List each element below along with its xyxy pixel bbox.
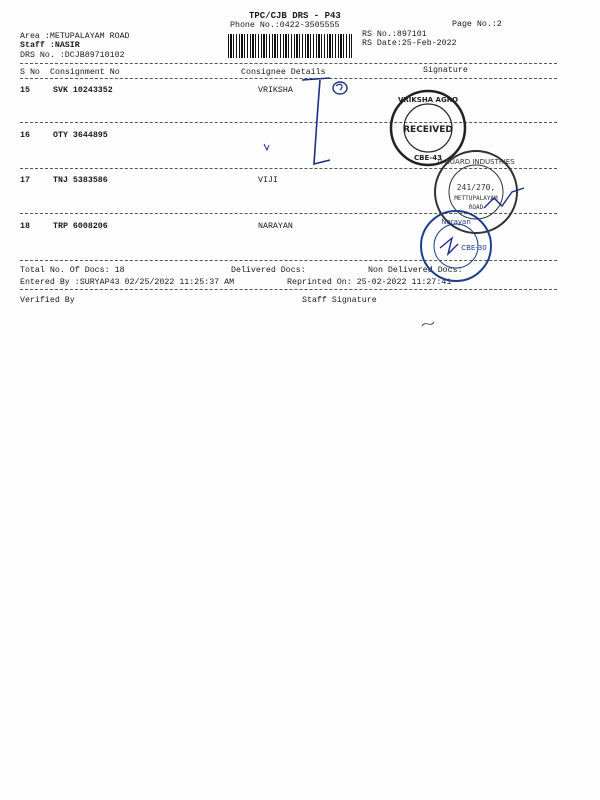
row-consignment: TNJ 5383586 [53, 176, 108, 185]
phone-number: Phone No.:0422-3505555 [230, 21, 340, 30]
non-delivered-docs: Non Delivered Docs: [368, 266, 463, 275]
col-header-consignee: Consignee Details [241, 68, 326, 77]
svg-text:Narayan: Narayan [441, 218, 471, 226]
row-sno: 17 [20, 176, 30, 185]
row-consignee: VRIKSHA [258, 86, 293, 95]
rs-number: RS No.:897101 [362, 30, 427, 39]
reprinted-on: Reprinted On: 25-02-2022 11:27:41 [287, 278, 452, 287]
header-rule [20, 63, 557, 64]
svg-text:RECEIVED: RECEIVED [403, 125, 453, 135]
svg-text:CBE-30: CBE-30 [461, 244, 487, 252]
delivered-docs: Delivered Docs: [231, 266, 306, 275]
handwritten-signature [290, 74, 370, 174]
row-sno: 16 [20, 131, 30, 140]
row-consignee: NARAYAN [258, 222, 293, 231]
rs-date: RS Date:25-Feb-2022 [362, 39, 457, 48]
svg-text:ROAD: ROAD [468, 204, 484, 211]
svg-text:CBE-43: CBE-43 [414, 154, 442, 162]
row-sno: 18 [20, 222, 30, 231]
staff-signature-label: Staff Signature [302, 296, 377, 305]
svg-text:241/270,: 241/270, [456, 183, 496, 192]
col-header-sno: S No [20, 68, 40, 77]
drs-number: DRS No. :DCJB89710102 [20, 51, 125, 60]
row-consignment: SVK 10243352 [53, 86, 113, 95]
pen-mark [420, 318, 440, 330]
verified-by-label: Verified By [20, 296, 75, 305]
svg-text:METTUPALAYAM: METTUPALAYAM [454, 195, 498, 202]
row-consignment: OTY 3644895 [53, 131, 108, 140]
total-docs: Total No. Of Docs: 18 [20, 266, 125, 275]
svg-text:VRIKSHA AGRO: VRIKSHA AGRO [397, 96, 459, 104]
staff-field: Staff :NASIR [20, 41, 80, 50]
page-number: Page No.:2 [452, 20, 502, 29]
pharmacy-seal-stamp [418, 208, 494, 284]
col-header-consignment: Consignment No [50, 68, 120, 77]
col-header-signature: Signature [423, 66, 468, 75]
handwritten-mark [262, 142, 272, 152]
row-consignment: TRP 6008206 [53, 222, 108, 231]
row-rule [20, 122, 557, 123]
area-field: Area :METUPALAYAM ROAD [20, 32, 130, 41]
footer-rule [20, 289, 557, 290]
row-consignee: VIJI [258, 176, 278, 185]
barcode-image [228, 34, 352, 58]
entered-by: Entered By :SURYAP43 02/25/2022 11:25:37 AM [20, 278, 235, 287]
column-header-rule [20, 78, 557, 79]
row-sno: 15 [20, 86, 30, 95]
document-title: TPC/CJB DRS - P43 [249, 11, 341, 21]
svg-text:V-GUARD INDUSTRIES: V-GUARD INDUSTRIES [437, 158, 515, 166]
